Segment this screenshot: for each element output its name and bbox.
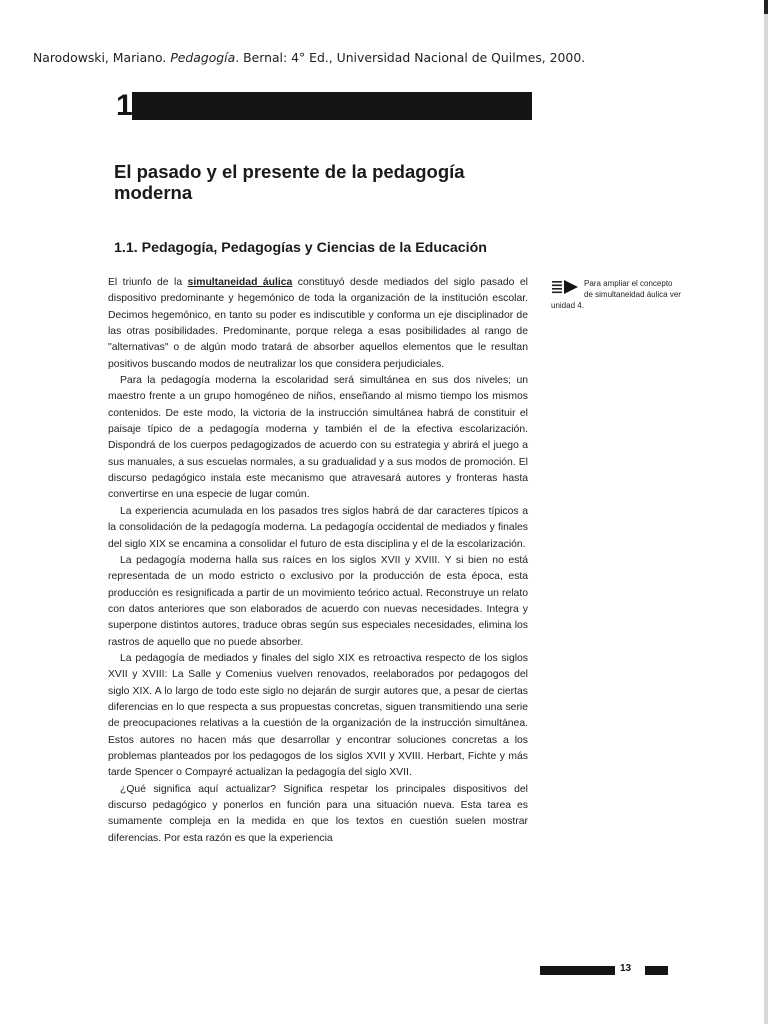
paragraph-4: La pedagogía moderna halla sus raíces en los siglos XVII y XVIII. Y si bien no está representada de un modo estricto o exclusivo por la producción de esta época, esta producción es resignificada a partir de un movimiento teórico actual. Reconstruye un relato con datos anteriores que son elaborados de acuerdo con nuevas necesidades. Integra y superpone distintos autores, traduce obras según sus especiales necesidades, elimina los rastros de aquello que no puede absorber. (108, 554, 528, 648)
paragraph-3: La experiencia acumulada en los pasados tres siglos habrá de dar caracteres típicos a la consolidación de la pedagogía moderna. La pedagogía occidental de mediados y finales del siglo XIX se encamina a consolidar el futuro de esta disciplina y el de la escolarización. (108, 505, 528, 550)
paragraph-1: El triunfo de la simultaneidad áulica constituyó desde mediados del siglo pasado el dispositivo predominante y hegemónico de toda la organización de la institución escolar. Decimos hegemónico, en tanto su poder es indiscutible y conforma un eje disciplinador de las otras posibilidades. Predominante, porque relega a esas posibilidades al rango de "alternativas" o de algún modo tratará de absorber aquellos elementos que le resultan positivos buscando modos de neutralizar los que considera perjudiciales. (108, 277, 528, 370)
chapter-title: El pasado y el presente de la pedagogía moderna (114, 161, 465, 203)
page-edge (764, 0, 768, 1024)
chapter-number-box (114, 89, 133, 122)
page-number: 13 (620, 963, 632, 974)
highlighted-term: simultaneidad áulica (187, 277, 293, 288)
body-text (108, 275, 528, 847)
margin-note-text: Para ampliar el concepto de simultaneidad áulica ver unidad 4. (551, 279, 681, 310)
citation-line (33, 50, 653, 65)
paragraph-2: Para la pedagogía moderna la escolaridad será simultánea en sus dos niveles; un maestro frente a un grupo homogéneo de niños, enseñando al mismo tiempo los mismos contenidos. De este modo, la victoria de la instrucción simultánea habrá de constituir el paisaje típico de a pedagogía moderna y también el de la efectiva escolarización. Dispondrá de los cuerpos pedagogizados de acuerdo con su estrategia y abrirá el juego a sus manuales, a sus escuelas normales, a su gradualidad y a sus modos de promoción. El discurso pedagógico instala este mecanismo que atravesará autores y fronteras hasta convertirse en una especie de lugar común. (108, 375, 528, 501)
section-heading: 1.1. Pedagogía, Pedagogías y Ciencias de la Educación (114, 240, 487, 256)
citation-publisher: . Bernal: 4° Ed., Universidad Nacional de Quilmes, 2000. (235, 50, 586, 65)
arrow-pointer-icon (551, 278, 581, 298)
chapter-number: 1 (116, 89, 133, 122)
page-folio (540, 964, 670, 978)
chapter-bar (114, 92, 532, 120)
folio-bar-right (645, 966, 668, 975)
margin-note (551, 278, 681, 311)
paragraph-6: ¿Qué significa aquí actualizar? Significa respetar los principales dispositivos del discurso pedagógico y ponerlos en función para una situación nueva. Esta tarea es sumamente compleja en la medida en que los textos en cuestión suelen mostrar diferencias. Por esta razón es que la experiencia (108, 783, 528, 844)
paragraph-5: La pedagogía de mediados y finales del siglo XIX es retroactiva respecto de los siglos XVII y XVIII: La Salle y Comenius vuelven renovados, reelaborados por pedagogos del siglo XIX. A lo largo de todo este siglo no dejarán de surgir autores que, a pesar de ciertas diferencias en lo que respecta a sus propuestas concretas, siguen transmitiendo una serie de preocupaciones relativas a la cuestión de la organización de la instrucción simultánea. Estos autores no hacen más que desarrollar y encontrar soluciones concretas a los problemas planteados por los pedagogos de los siglos XVII y XVIII. Herbart, Fichte y más tarde Spencer o Compayré actualizan la pedagogía del siglo XVII. (108, 652, 528, 779)
page-edge-mark (764, 0, 768, 14)
folio-bar-left (540, 966, 615, 975)
citation-author: Narodowski, Mariano. (33, 50, 171, 65)
citation-title: Pedagogía (170, 50, 236, 65)
